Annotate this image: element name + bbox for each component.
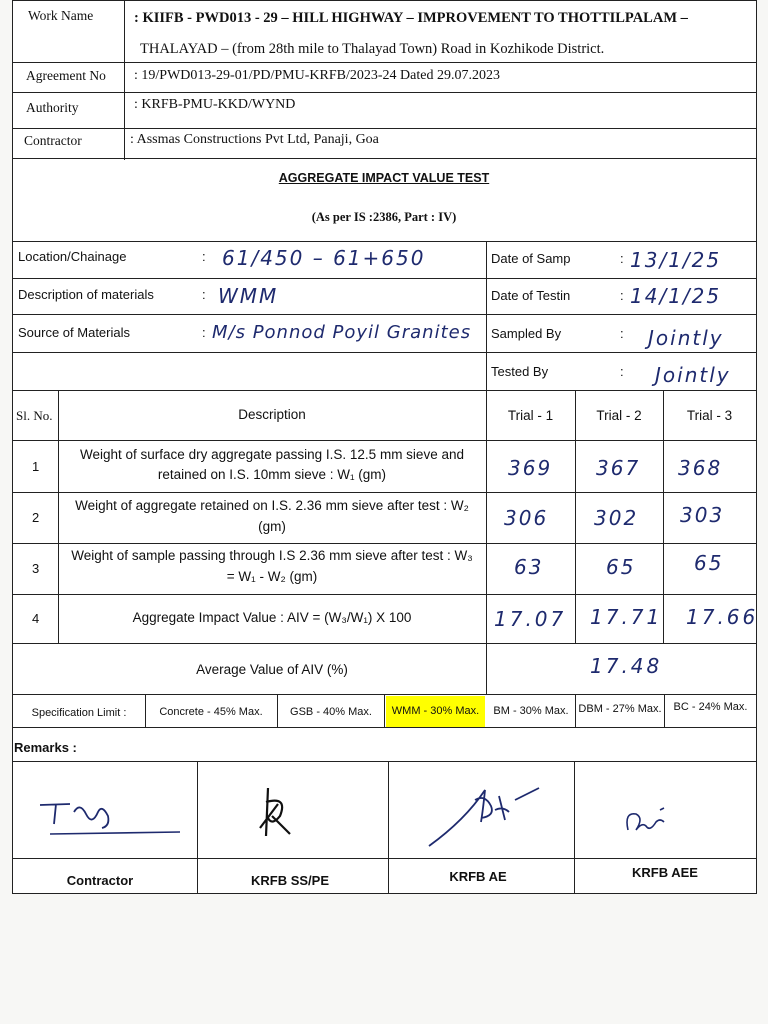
work-name-line1: : KIIFB - PWD013 - 29 – HILL HIGHWAY – IMPROVEMENT TO THOTTILPALAM – bbox=[134, 10, 688, 26]
spec-concrete: Concrete - 45% Max. bbox=[159, 706, 263, 718]
authority-label: Authority bbox=[26, 100, 79, 115]
spec-gsb: GSB - 40% Max. bbox=[290, 706, 372, 718]
location-label: Location/Chainage bbox=[18, 249, 127, 264]
date-samp-value: 13/1/25 bbox=[630, 248, 722, 272]
aee-signature bbox=[620, 800, 680, 840]
col-header-description: Description bbox=[238, 407, 306, 422]
sampled-by-label: Sampled By bbox=[491, 326, 562, 341]
contractor-value: : Assmas Constructions Pvt Ltd, Panaji, Goa bbox=[130, 132, 379, 147]
ae-signature bbox=[425, 770, 545, 850]
work-name-label: Work Name bbox=[28, 8, 94, 23]
agreement-value: : 19/PWD013-29-01/PD/PMU-KRFB/2023-24 Dated 29.07.2023 bbox=[134, 68, 500, 83]
average-label: Average Value of AIV (%) bbox=[196, 662, 348, 677]
col-header-sl: Sl. No. bbox=[16, 408, 53, 423]
test-subtitle: (As per IS :2386, Part : IV) bbox=[311, 210, 457, 224]
tested-by-label: Tested By bbox=[491, 364, 549, 379]
sig-label-contractor: Contractor bbox=[66, 873, 134, 888]
spec-dbm: DBM - 27% Max. bbox=[578, 703, 662, 715]
source-label: Source of Materials bbox=[18, 325, 130, 340]
description-value: WMM bbox=[218, 284, 279, 308]
spec-limit-label: Specification Limit : bbox=[31, 707, 127, 719]
test-title: AGGREGATE IMPACT VALUE TEST bbox=[278, 171, 490, 185]
date-samp-label: Date of Samp bbox=[491, 251, 571, 266]
location-value: 61/450 – 61+650 bbox=[222, 246, 426, 270]
tested-by-value: Jointly bbox=[655, 363, 731, 387]
sig-label-ae: KRFB AE bbox=[449, 869, 507, 884]
spec-wmm: WMM - 30% Max. bbox=[391, 705, 480, 717]
source-value: M/s Ponnod Poyil Granites bbox=[212, 322, 472, 343]
description-label: Description of materials bbox=[18, 287, 154, 302]
ss-pe-signature bbox=[250, 782, 310, 842]
contractor-label: Contractor bbox=[24, 133, 82, 148]
sampled-by-value: Jointly bbox=[648, 326, 724, 350]
spec-bm: BM - 30% Max. bbox=[493, 705, 569, 717]
col-header-trial-1: Trial - 1 bbox=[507, 408, 554, 423]
work-name-line2: THALAYAD – (from 28th mile to Thalayad Town) Road in Kozhikode District. bbox=[140, 41, 605, 57]
average-value: 17.48 bbox=[590, 654, 663, 678]
agreement-label: Agreement No bbox=[26, 68, 106, 83]
date-test-label: Date of Testin bbox=[491, 288, 571, 303]
col-header-trial-2: Trial - 2 bbox=[596, 408, 642, 423]
sig-label-ss-pe: KRFB SS/PE bbox=[250, 873, 329, 888]
date-test-value: 14/1/25 bbox=[630, 284, 722, 308]
col-header-trial-3: Trial - 3 bbox=[686, 408, 733, 423]
remarks-label: Remarks : bbox=[14, 740, 77, 755]
authority-value: : KRFB-PMU-KKD/WYND bbox=[134, 97, 296, 112]
sig-label-aee: KRFB AEE bbox=[632, 865, 698, 880]
contractor-signature bbox=[30, 790, 190, 840]
spec-bc: BC - 24% Max. bbox=[673, 701, 748, 713]
